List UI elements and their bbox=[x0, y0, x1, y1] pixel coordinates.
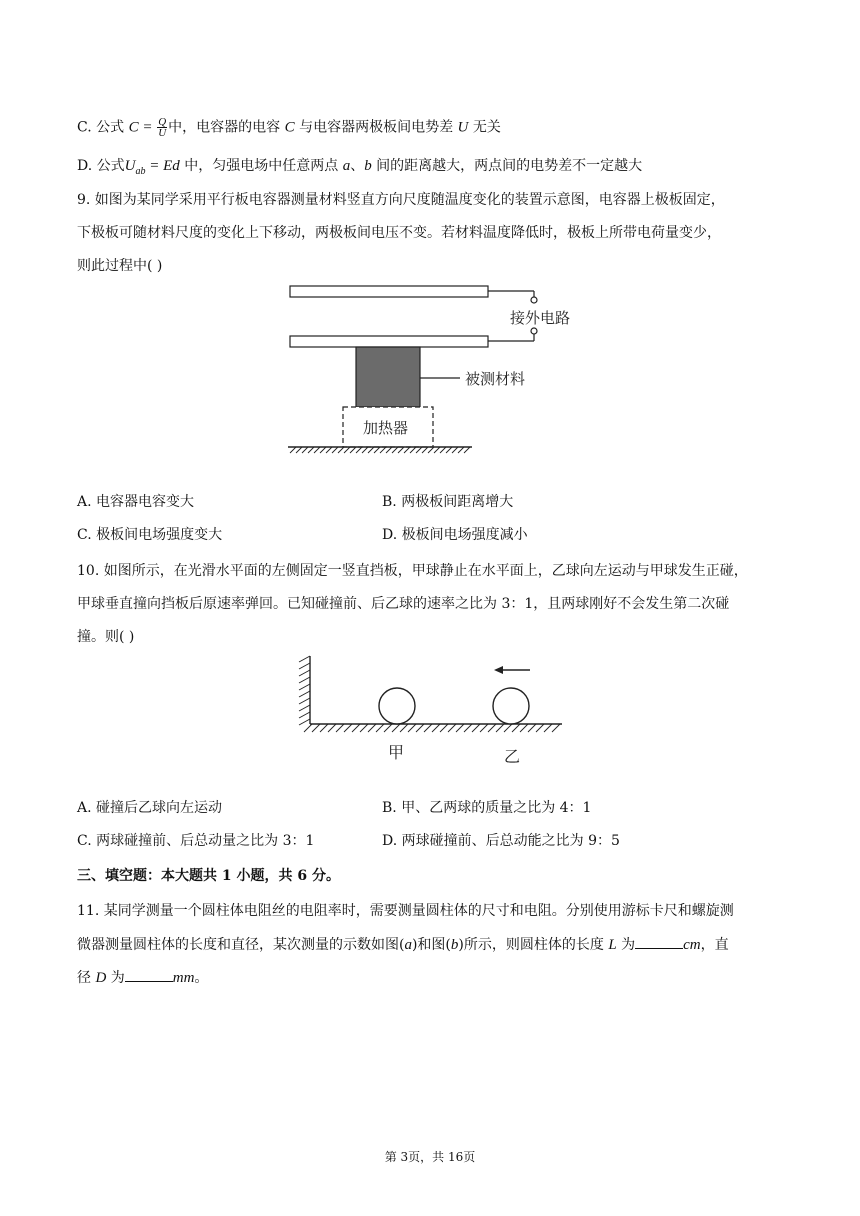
label-heater: 加热器 bbox=[363, 419, 409, 437]
q8-c-fraction bbox=[157, 117, 167, 138]
ball-jia bbox=[379, 688, 415, 724]
q8-option-d bbox=[77, 156, 642, 182]
q8-d-suffix: 间的距离越大，两点间的电势差不一定越大 bbox=[376, 158, 643, 174]
q10-collision-diagram bbox=[290, 652, 570, 772]
q9-option-a[interactable]: A. 电容器电容变大 bbox=[77, 494, 195, 510]
q11-var-d: D bbox=[95, 970, 107, 986]
floor-hatch bbox=[304, 724, 560, 732]
q11-fig-b: b bbox=[450, 937, 459, 953]
q8-c-text2: 与电容器两极板间电势差 bbox=[299, 119, 454, 136]
q11-stem-line3 bbox=[77, 967, 208, 988]
terminal-bottom bbox=[531, 328, 537, 334]
page-footer: 第 3页，共 16页 bbox=[384, 1150, 476, 1164]
q8-c-suffix: 无关 bbox=[472, 119, 501, 136]
q8-d-text1: 中，匀强电场中任意两点 bbox=[184, 158, 339, 174]
q8-c-var-c: C bbox=[284, 119, 295, 136]
q8-d-prefix: D. 公式 bbox=[77, 158, 125, 174]
q9-stem-line3: 则此过程中( ) bbox=[77, 258, 163, 274]
q8-d-formula-sub: ab bbox=[135, 165, 146, 177]
q8-d-formula-u: U bbox=[124, 158, 136, 174]
q11-text-a: 微器测量圆柱体的长度和直径，某次测量的示数如图( bbox=[77, 937, 405, 953]
q8-c-formula-lhs: C = bbox=[128, 119, 157, 136]
q11-fig-a: a bbox=[404, 937, 412, 953]
q11-var-l: L bbox=[608, 937, 617, 953]
q9-capacitor-diagram bbox=[280, 280, 571, 460]
terminal-top bbox=[531, 297, 537, 303]
q11-text-g: 为 bbox=[110, 970, 125, 986]
q11-unit-mm: mm bbox=[172, 970, 195, 986]
q8-d-var-a: a bbox=[342, 158, 351, 174]
q10-option-c[interactable]: C. 两球碰撞前、后总动量之比为 3：1 bbox=[77, 833, 315, 849]
section3-title: 三、填空题：本大题共 1 小题，共 6 分。 bbox=[77, 868, 340, 884]
q8-c-numerator: Q bbox=[158, 116, 167, 128]
q8-option-c bbox=[77, 117, 501, 138]
q8-c-var-u: U bbox=[457, 119, 469, 136]
q9-option-c[interactable]: C. 极板间电场强度变大 bbox=[77, 527, 223, 543]
label-jia: 甲 bbox=[388, 743, 405, 762]
q11-blank-length[interactable] bbox=[635, 934, 683, 949]
ground-hatch bbox=[290, 447, 470, 453]
velocity-arrow-head bbox=[494, 666, 503, 674]
q8-d-var-b: b bbox=[364, 158, 372, 174]
q8-d-sep: 、 bbox=[350, 158, 365, 174]
q11-text-e: ，直 bbox=[700, 937, 729, 953]
q8-c-text1: 中，电容器的电容 bbox=[168, 119, 281, 136]
q10-stem-line2: 甲球垂直撞向挡板后原速率弹回。已知碰撞前、后乙球的速率之比为 3：1，且两球刚好不会发生第二次碰 bbox=[77, 596, 730, 612]
q11-text-b: )和图( bbox=[411, 937, 451, 953]
q11-stem-line1: 11. 某同学测量一个圆柱体电阻丝的电阻率时，需要测量圆柱体的尺寸和电阻。分别使用游标卡尺和螺旋测 bbox=[77, 903, 734, 919]
q11-text-f: 径 bbox=[77, 970, 91, 986]
q10-stem-line3: 撞。则( ) bbox=[77, 629, 135, 645]
q8-c-denominator: U bbox=[158, 127, 167, 139]
label-external-circuit: 接外电路 bbox=[510, 309, 571, 327]
q10-option-a[interactable]: A. 碰撞后乙球向左运动 bbox=[77, 800, 223, 816]
q11-blank-diameter[interactable] bbox=[125, 967, 173, 982]
label-material: 被测材料 bbox=[465, 370, 526, 388]
measured-material bbox=[356, 347, 420, 407]
wall-hatch bbox=[299, 656, 310, 725]
q9-stem-line2: 下极板可随材料尺度的变化上下移动，两极板间电压不变。若材料温度降低时，极板上所带电荷量变少， bbox=[77, 225, 721, 241]
q11-stem-line2 bbox=[77, 934, 729, 955]
q8-d-formula-rest: = Ed bbox=[145, 158, 180, 174]
q10-stem-line1: 10. 如图所示，在光滑水平面的左侧固定一竖直挡板，甲球静止在水平面上，乙球向左运动与甲球发生正碰， bbox=[77, 563, 748, 579]
upper-plate bbox=[290, 286, 488, 297]
q11-text-h: 。 bbox=[194, 970, 209, 986]
q10-option-d[interactable]: D. 两球碰撞前、后总动能之比为 9：5 bbox=[382, 833, 620, 849]
q11-unit-cm: cm bbox=[683, 937, 701, 953]
label-yi: 乙 bbox=[504, 747, 521, 766]
lower-plate bbox=[290, 336, 488, 347]
q11-text-c: )所示，则圆柱体的长度 bbox=[458, 937, 604, 953]
q10-option-b[interactable]: B. 甲、乙两球的质量之比为 4：1 bbox=[382, 800, 592, 816]
q9-option-d[interactable]: D. 极板间电场强度减小 bbox=[382, 527, 528, 543]
q9-stem-line1: 9. 如图为某同学采用平行板电容器测量材料竖直方向尺度随温度变化的装置示意图，电容器上极板固定， bbox=[77, 192, 725, 208]
ball-yi bbox=[493, 688, 529, 724]
q11-text-d: 为 bbox=[621, 937, 636, 953]
q9-option-b[interactable]: B. 两极板间距离增大 bbox=[382, 494, 514, 510]
q8-c-prefix: C. 公式 bbox=[77, 119, 125, 136]
